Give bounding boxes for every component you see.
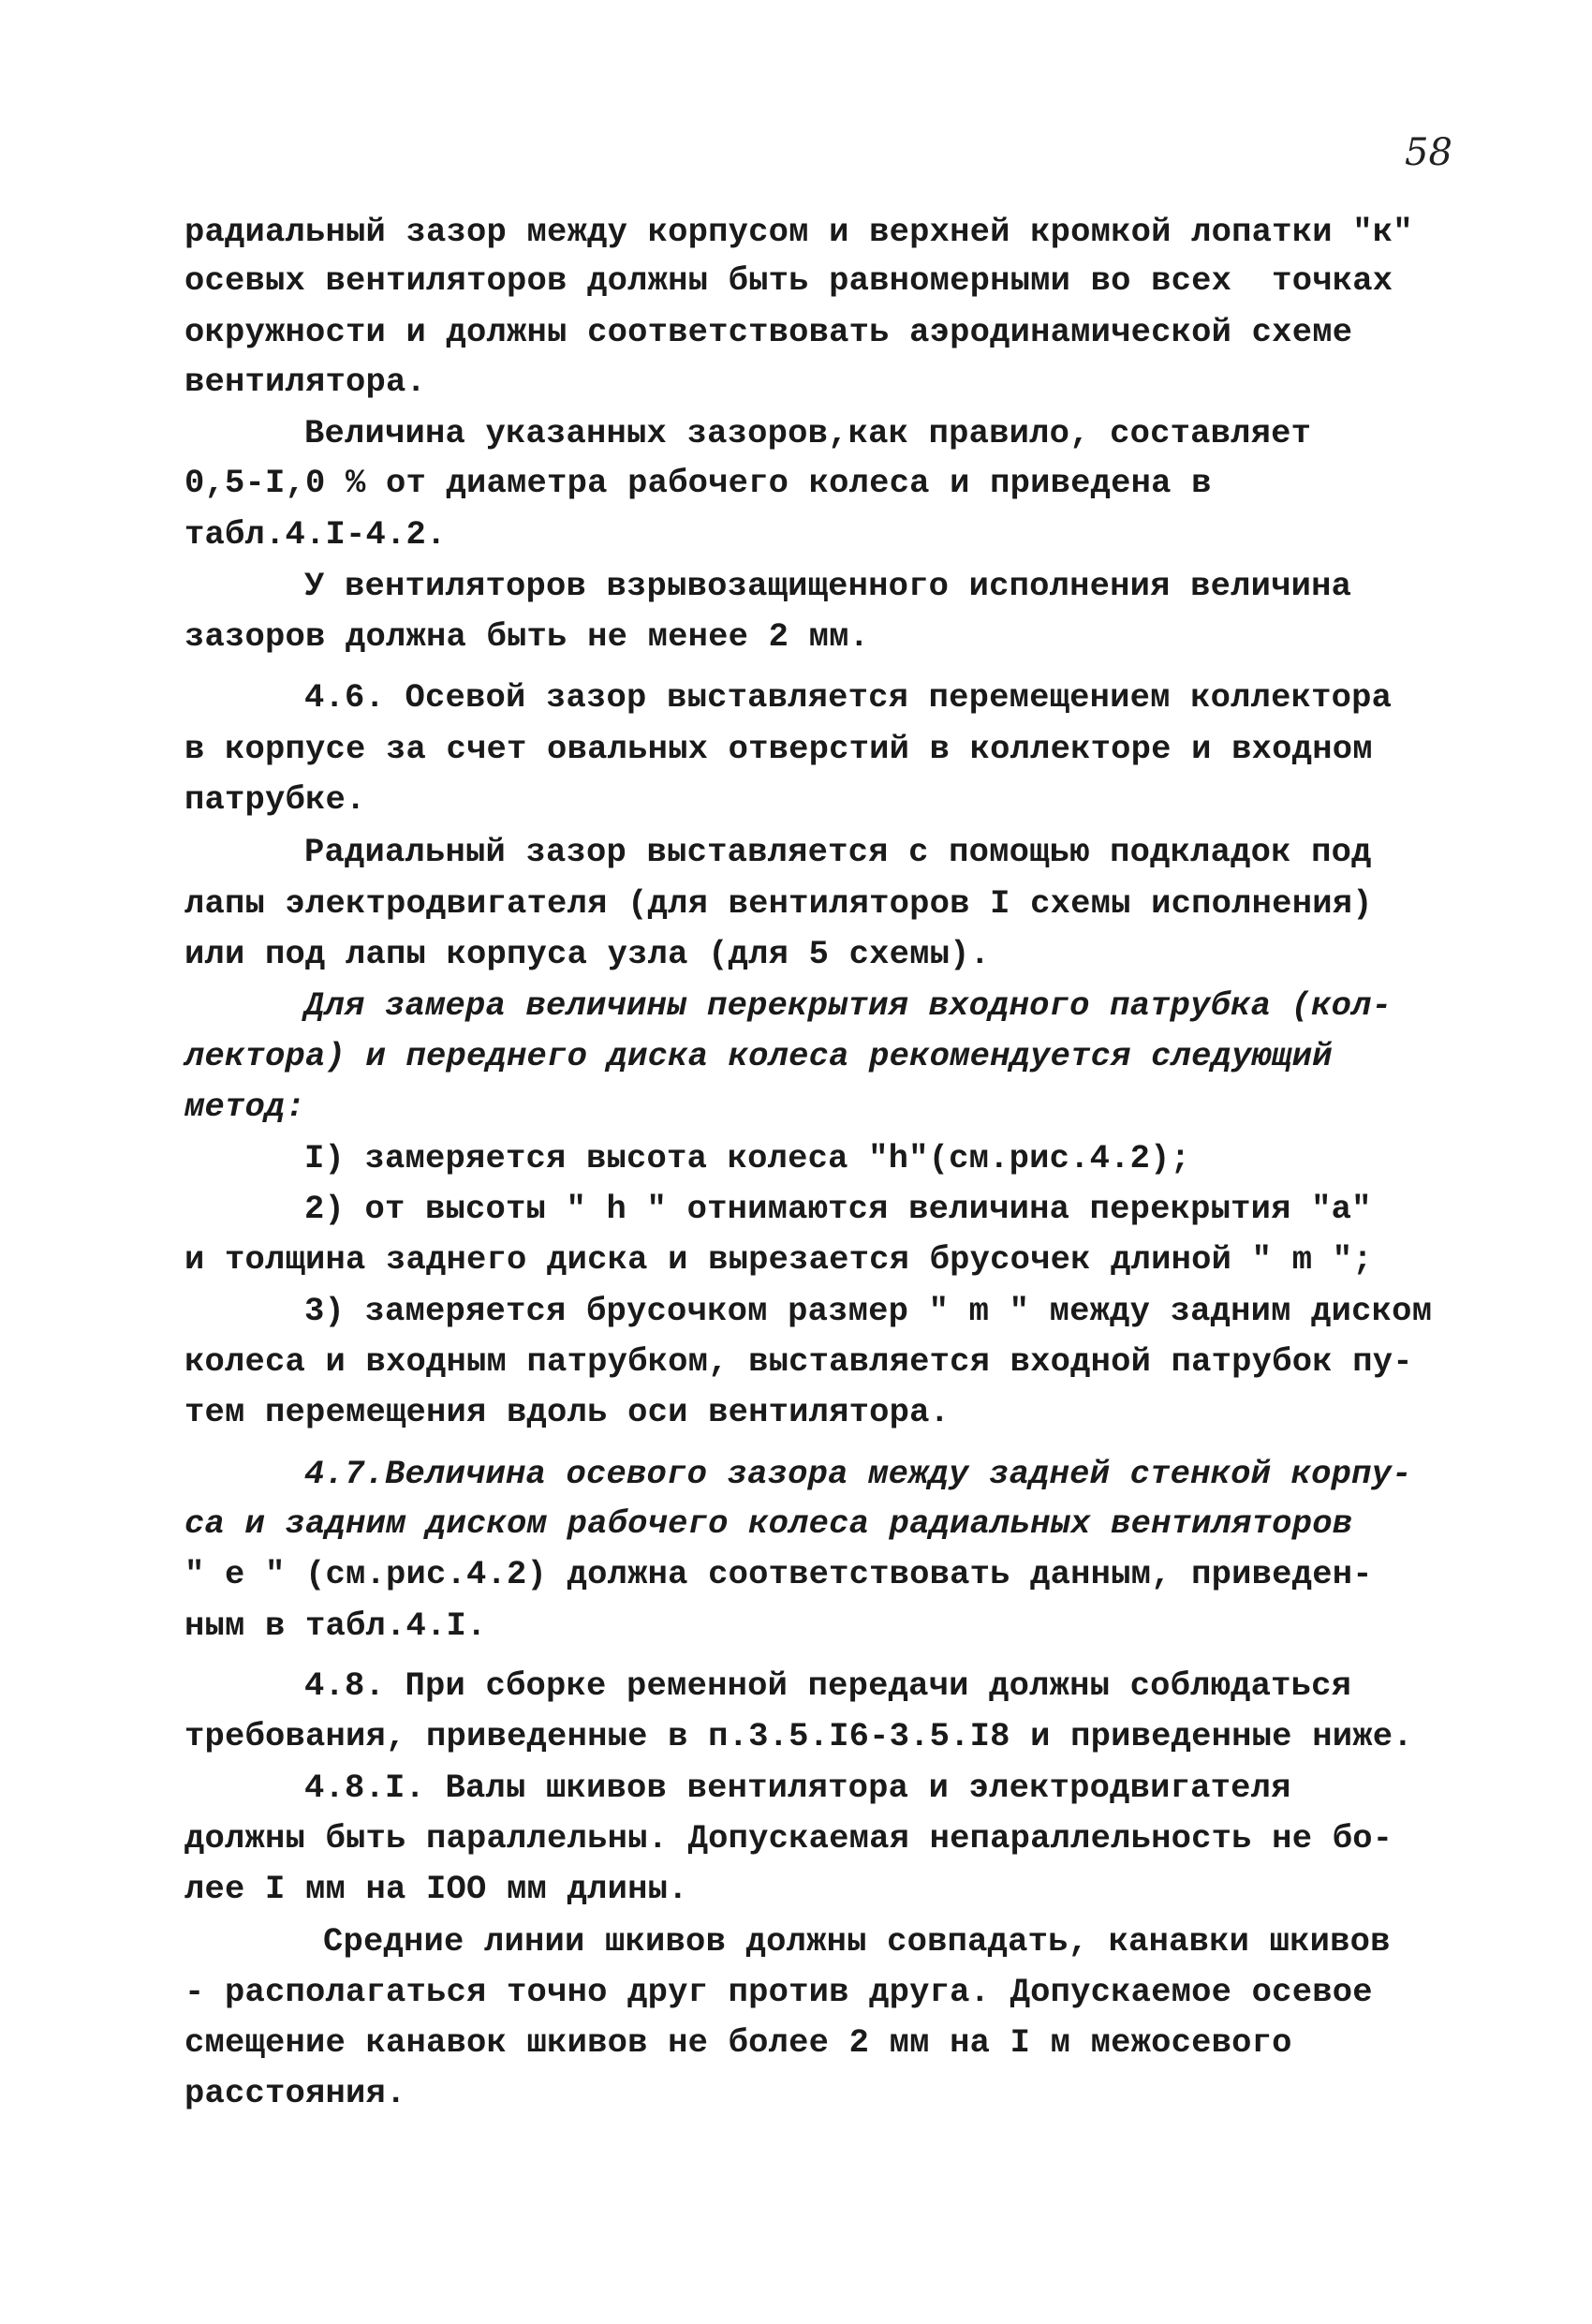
text-line: ным в табл.4.I. (184, 1606, 487, 1645)
text-line: смещение канавок шкивов не более 2 мм на I м межосевого (184, 2023, 1292, 2062)
text-line: - располагаться точно друг против друга. Допускаемое осевое (184, 1973, 1373, 2011)
text-line: Для замера величины перекрытия входного патрубка (кол- (304, 986, 1393, 1025)
text-line: 3) замеряется брусочком размер " m " между задним диском (304, 1292, 1433, 1330)
text-line: Величина указанных зазоров,как правило, составляет (304, 414, 1312, 452)
text-line: 4.8.I. Валы шкивов вентилятора и электродвигателя (304, 1769, 1291, 1807)
text-line: I) замеряется высота колеса "h"(см.рис.4.2); (304, 1139, 1191, 1177)
text-line: лапы электродвигателя (для вентиляторов I схемы исполнения) (184, 884, 1373, 923)
text-line: 4.6. Осевой зазор выставляется перемещением коллектора (304, 678, 1393, 717)
text-line: в корпусе за счет овальных отверстий в коллекторе и входном (184, 730, 1373, 768)
text-line: 4.8. При сборке ременной передачи должны соблюдаться (304, 1666, 1352, 1705)
text-line: табл.4.I-4.2. (184, 515, 447, 554)
text-line: радиальный зазор между корпусом и верхней кромкой лопатки "к" (184, 213, 1413, 251)
page-number: 58 (1405, 131, 1452, 174)
text-line: метод: (184, 1088, 306, 1126)
text-line: лее I мм на IOO мм длины. (184, 1870, 688, 1908)
text-line: тем перемещения вдоль оси вентилятора. (184, 1393, 951, 1431)
text-line: осевых вентиляторов должны быть равномерными во всех точках (184, 261, 1393, 300)
text-line: зазоров должна быть не менее 2 мм. (184, 617, 870, 656)
text-line: Средние линии шкивов должны совпадать, канавки шкивов (323, 1922, 1391, 1961)
text-line: требования, приведенные в п.3.5.I6-3.5.I8 и приведенные ниже. (184, 1717, 1413, 1755)
text-line: вентилятора. (184, 363, 427, 401)
text-line: окружности и должны соответствовать аэродинамической схеме (184, 313, 1353, 351)
text-line: патрубке. (184, 780, 366, 819)
text-line: лектора) и переднего диска колеса рекомендуется следующий (184, 1037, 1333, 1075)
text-line: Радиальный зазор выставляется с помощью подкладок под (304, 833, 1372, 871)
text-line: " e " (см.рис.4.2) должна соответствовать данным, приведен- (184, 1555, 1373, 1593)
text-line: 0,5-I,0 % от диаметра рабочего колеса и приведена в (184, 464, 1212, 502)
text-line: расстояния. (184, 2074, 406, 2112)
text-line: 2) от высоты " h " отнимаются величина перекрытия "a" (304, 1190, 1372, 1228)
text-line: или под лапы корпуса узла (для 5 схемы). (184, 935, 991, 973)
text-line: должны быть параллельны. Допускаемая непараллельность не бо- (184, 1819, 1393, 1858)
text-line: и толщина заднего диска и вырезается брусочек длиной " m "; (184, 1240, 1373, 1279)
text-line: колеса и входным патрубком, выставляется входной патрубок пу- (184, 1342, 1413, 1381)
text-line: 4.7.Величина осевого зазора между задней стенкой корпу- (304, 1455, 1412, 1493)
text-line: У вентиляторов взрывозащищенного исполнения величина (304, 567, 1352, 605)
text-line: са и задним диском рабочего колеса радиальных вентиляторов (184, 1504, 1353, 1543)
